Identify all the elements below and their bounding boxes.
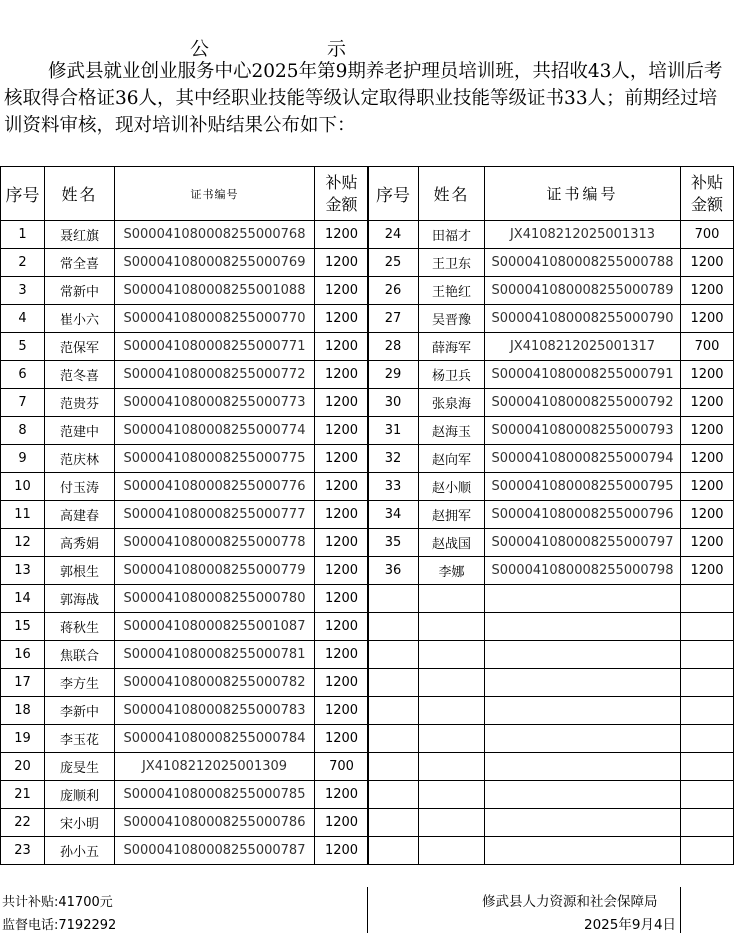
header-name: 姓名 — [419, 167, 485, 221]
cell-name: 庞旻生 — [45, 753, 115, 781]
table-row — [1, 417, 369, 445]
table-row — [1, 809, 369, 837]
notice-header — [0, 0, 734, 166]
cell-amount: 1200 — [315, 613, 369, 641]
cell-cert — [485, 697, 681, 725]
cell-cert: S000041080008255000784 — [115, 725, 315, 753]
cell-amount: 1200 — [315, 669, 369, 697]
table-row — [368, 697, 734, 725]
cell-no — [368, 697, 419, 725]
cell-name: 高秀娟 — [45, 529, 115, 557]
header-name: 姓名 — [45, 167, 115, 221]
notice-title — [190, 34, 346, 61]
cell-no: 9 — [1, 445, 45, 473]
cell-cert: S000041080008255001088 — [115, 277, 315, 305]
cell-amount — [681, 697, 734, 725]
cell-amount: 700 — [315, 753, 369, 781]
cell-name: 郭根生 — [45, 557, 115, 585]
cell-no: 2 — [1, 249, 45, 277]
table-row — [1, 305, 369, 333]
table-row — [368, 417, 734, 445]
cell-no: 10 — [1, 473, 45, 501]
cell-no: 14 — [1, 585, 45, 613]
table-header-row — [1, 167, 369, 221]
cell-amount: 700 — [681, 221, 734, 249]
cell-amount: 1200 — [315, 529, 369, 557]
table-row — [368, 809, 734, 837]
cell-cert: S000041080008255000772 — [115, 361, 315, 389]
cell-cert: S000041080008255000771 — [115, 333, 315, 361]
cell-name: 赵小顺 — [419, 473, 485, 501]
issuer-name: 修武县人力资源和社会保障局 — [482, 894, 658, 910]
cell-amount: 1200 — [315, 725, 369, 753]
cell-amount — [681, 669, 734, 697]
table-row — [368, 277, 734, 305]
table-row — [1, 501, 369, 529]
table-row — [368, 249, 734, 277]
notice-paragraph — [4, 58, 732, 139]
cell-cert — [485, 809, 681, 837]
cell-no: 26 — [368, 277, 419, 305]
table-row — [368, 529, 734, 557]
cell-cert: S000041080008255000774 — [115, 417, 315, 445]
cell-no: 13 — [1, 557, 45, 585]
table-row — [368, 557, 734, 585]
cell-no: 11 — [1, 501, 45, 529]
cell-amount: 1200 — [315, 641, 369, 669]
cell-cert: S000041080008255000782 — [115, 669, 315, 697]
cell-amount — [681, 809, 734, 837]
cell-cert: S000041080008255000795 — [485, 473, 681, 501]
cell-amount: 1200 — [315, 221, 369, 249]
cell-cert: S000041080008255000794 — [485, 445, 681, 473]
cell-no: 5 — [1, 333, 45, 361]
cell-no: 6 — [1, 361, 45, 389]
table-row — [368, 781, 734, 809]
header-amount-line1: 补贴 — [690, 172, 723, 192]
cell-no: 16 — [1, 641, 45, 669]
cell-no: 36 — [368, 557, 419, 585]
cell-amount: 1200 — [315, 501, 369, 529]
cell-amount: 1200 — [315, 557, 369, 585]
table-row — [1, 641, 369, 669]
cell-no — [368, 837, 419, 865]
header-amount — [681, 167, 734, 221]
cell-no — [368, 781, 419, 809]
cell-name: 王卫东 — [419, 249, 485, 277]
title-char-1: 公 — [190, 38, 210, 60]
cell-amount: 1200 — [315, 389, 369, 417]
header-amount-line2: 金额 — [690, 194, 723, 214]
cell-cert: S000041080008255000773 — [115, 389, 315, 417]
cell-name: 蒋秋生 — [45, 613, 115, 641]
cell-name: 范冬喜 — [45, 361, 115, 389]
cell-no — [368, 753, 419, 781]
cell-amount: 1200 — [681, 277, 734, 305]
cell-name: 赵战国 — [419, 529, 485, 557]
cell-name: 范建中 — [45, 417, 115, 445]
cell-amount: 1200 — [315, 473, 369, 501]
cell-no: 23 — [1, 837, 45, 865]
cell-cert: S000041080008255000792 — [485, 389, 681, 417]
cell-amount: 1200 — [315, 837, 369, 865]
cell-name: 赵海玉 — [419, 417, 485, 445]
cell-name: 聂红旗 — [45, 221, 115, 249]
cell-no: 27 — [368, 305, 419, 333]
cell-name: 薛海军 — [419, 333, 485, 361]
table-row — [1, 725, 369, 753]
table-row — [368, 585, 734, 613]
table-row — [1, 249, 369, 277]
header-no: 序号 — [368, 167, 419, 221]
table-header-row — [368, 167, 734, 221]
cell-name: 常全喜 — [45, 249, 115, 277]
cell-name: 王艳红 — [419, 277, 485, 305]
cell-no: 8 — [1, 417, 45, 445]
cell-amount: 1200 — [681, 389, 734, 417]
cell-name: 焦联合 — [45, 641, 115, 669]
cell-no — [368, 641, 419, 669]
cell-no: 31 — [368, 417, 419, 445]
cell-amount: 1200 — [315, 333, 369, 361]
cell-amount: 1200 — [681, 473, 734, 501]
cell-cert — [485, 669, 681, 697]
cell-amount — [681, 781, 734, 809]
cell-name: 吴晋豫 — [419, 305, 485, 333]
cell-amount — [681, 585, 734, 613]
cell-name — [419, 613, 485, 641]
table-row — [368, 305, 734, 333]
cell-no: 30 — [368, 389, 419, 417]
cell-amount: 700 — [681, 333, 734, 361]
cell-name — [419, 641, 485, 669]
cell-name: 高建春 — [45, 501, 115, 529]
table-row — [368, 753, 734, 781]
cell-no: 29 — [368, 361, 419, 389]
table-row — [368, 221, 734, 249]
cell-name: 付玉涛 — [45, 473, 115, 501]
cell-cert: S000041080008255000783 — [115, 697, 315, 725]
cell-no: 33 — [368, 473, 419, 501]
issue-date: 2025年9月4日 — [584, 917, 677, 933]
cell-cert: S000041080008255000788 — [485, 249, 681, 277]
cell-name: 赵向军 — [419, 445, 485, 473]
cell-cert — [485, 837, 681, 865]
cell-name: 田福才 — [419, 221, 485, 249]
header-amount-line1: 补贴 — [325, 172, 358, 192]
cell-name: 李玉花 — [45, 725, 115, 753]
cell-cert: S000041080008255000796 — [485, 501, 681, 529]
cell-cert: S000041080008255000769 — [115, 249, 315, 277]
table-row — [368, 641, 734, 669]
cell-name: 崔小六 — [45, 305, 115, 333]
subsidy-table-left — [0, 166, 369, 865]
notice-paragraph-text: 修武县就业创业服务中心2025年第9期养老护理员培训班，共招收43人，培训后考核取得合格证36人，其中经职业技能等级认定取得职业技能等级证书33人；前期经过培训资料审核，现对培训补贴结果公布如下： — [4, 61, 723, 136]
cell-amount: 1200 — [315, 277, 369, 305]
table-row — [368, 725, 734, 753]
table-row — [1, 277, 369, 305]
cell-no: 1 — [1, 221, 45, 249]
cell-no: 34 — [368, 501, 419, 529]
cell-amount: 1200 — [681, 361, 734, 389]
cell-no: 17 — [1, 669, 45, 697]
table-row — [1, 473, 369, 501]
cell-cert: S000041080008255000793 — [485, 417, 681, 445]
cell-cert — [485, 753, 681, 781]
cell-cert: S000041080008255000780 — [115, 585, 315, 613]
cell-amount: 1200 — [681, 557, 734, 585]
cell-name: 范保军 — [45, 333, 115, 361]
cell-name — [419, 669, 485, 697]
table-row — [1, 557, 369, 585]
cell-no: 22 — [1, 809, 45, 837]
cell-cert: JX4108212025001317 — [485, 333, 681, 361]
table-row — [368, 333, 734, 361]
cell-no: 28 — [368, 333, 419, 361]
cell-cert: S000041080008255000791 — [485, 361, 681, 389]
title-char-2: 示 — [327, 38, 347, 60]
table-row — [1, 753, 369, 781]
cell-amount: 1200 — [315, 249, 369, 277]
cell-no — [368, 613, 419, 641]
header-no: 序号 — [1, 167, 45, 221]
table-row — [1, 781, 369, 809]
cell-name: 宋小明 — [45, 809, 115, 837]
table-row — [368, 389, 734, 417]
cell-no: 12 — [1, 529, 45, 557]
cell-amount: 1200 — [315, 445, 369, 473]
cell-cert: S000041080008255000798 — [485, 557, 681, 585]
cell-name — [419, 837, 485, 865]
cell-cert: S000041080008255000768 — [115, 221, 315, 249]
cell-no: 24 — [368, 221, 419, 249]
cell-amount: 1200 — [315, 417, 369, 445]
cell-cert — [485, 613, 681, 641]
cell-name: 孙小五 — [45, 837, 115, 865]
cell-name: 李娜 — [419, 557, 485, 585]
cell-cert: S000041080008255001087 — [115, 613, 315, 641]
cell-cert: S000041080008255000785 — [115, 781, 315, 809]
table-row — [1, 837, 369, 865]
cell-cert: S000041080008255000781 — [115, 641, 315, 669]
table-row — [368, 669, 734, 697]
cell-name: 李新中 — [45, 697, 115, 725]
table-row — [1, 333, 369, 361]
header-cert: 证书编号 — [115, 167, 315, 221]
cell-name: 赵拥军 — [419, 501, 485, 529]
cell-name — [419, 781, 485, 809]
table-row — [368, 837, 734, 865]
cell-no — [368, 725, 419, 753]
cell-amount: 1200 — [681, 445, 734, 473]
cell-amount: 1200 — [681, 529, 734, 557]
cell-cert: S000041080008255000787 — [115, 837, 315, 865]
cell-cert: S000041080008255000790 — [485, 305, 681, 333]
cell-cert: S000041080008255000770 — [115, 305, 315, 333]
cell-amount: 1200 — [315, 361, 369, 389]
cell-no: 7 — [1, 389, 45, 417]
cell-name: 李方生 — [45, 669, 115, 697]
cell-no: 32 — [368, 445, 419, 473]
cell-cert — [485, 585, 681, 613]
cell-cert — [485, 641, 681, 669]
total-subsidy: 共计补贴:41700元 — [2, 895, 113, 910]
cell-cert: JX4108212025001313 — [485, 221, 681, 249]
supervision-phone: 监督电话:7192292 — [2, 918, 117, 933]
cell-no: 21 — [1, 781, 45, 809]
cell-cert: S000041080008255000777 — [115, 501, 315, 529]
cell-no: 20 — [1, 753, 45, 781]
cell-no — [368, 669, 419, 697]
cell-amount — [681, 613, 734, 641]
footer-divider — [367, 887, 368, 933]
cell-amount — [681, 641, 734, 669]
cell-no: 3 — [1, 277, 45, 305]
cell-amount: 1200 — [315, 697, 369, 725]
cell-amount — [681, 753, 734, 781]
cell-amount: 1200 — [681, 249, 734, 277]
cell-cert: S000041080008255000779 — [115, 557, 315, 585]
cell-no: 4 — [1, 305, 45, 333]
cell-amount: 1200 — [681, 417, 734, 445]
cell-amount — [681, 837, 734, 865]
header-amount — [315, 167, 369, 221]
cell-amount: 1200 — [315, 809, 369, 837]
cell-no — [368, 809, 419, 837]
table-row — [1, 221, 369, 249]
header-amount-line2: 金额 — [325, 194, 358, 214]
cell-no: 18 — [1, 697, 45, 725]
cell-no: 25 — [368, 249, 419, 277]
cell-name — [419, 697, 485, 725]
cell-name: 范贵芬 — [45, 389, 115, 417]
cell-cert — [485, 725, 681, 753]
cell-name — [419, 753, 485, 781]
cell-name — [419, 809, 485, 837]
cell-amount: 1200 — [681, 305, 734, 333]
cell-cert: S000041080008255000786 — [115, 809, 315, 837]
cell-name: 郭海战 — [45, 585, 115, 613]
cell-amount: 1200 — [315, 305, 369, 333]
cell-no: 19 — [1, 725, 45, 753]
cell-amount — [681, 725, 734, 753]
table-row — [368, 445, 734, 473]
cell-name — [419, 585, 485, 613]
header-cert: 证书编号 — [485, 167, 681, 221]
footer-divider — [680, 887, 681, 933]
cell-amount: 1200 — [315, 781, 369, 809]
subsidy-table-right — [367, 166, 734, 865]
cell-no: 35 — [368, 529, 419, 557]
cell-name: 范庆林 — [45, 445, 115, 473]
cell-cert: S000041080008255000797 — [485, 529, 681, 557]
table-row — [368, 361, 734, 389]
table-row — [368, 473, 734, 501]
cell-name — [419, 725, 485, 753]
cell-amount: 1200 — [315, 585, 369, 613]
cell-amount: 1200 — [681, 501, 734, 529]
table-row — [368, 501, 734, 529]
table-row — [1, 613, 369, 641]
cell-no — [368, 585, 419, 613]
cell-name: 常新中 — [45, 277, 115, 305]
table-row — [1, 445, 369, 473]
table-row — [1, 389, 369, 417]
table-row — [1, 585, 369, 613]
cell-cert — [485, 781, 681, 809]
table-row — [1, 697, 369, 725]
table-row — [1, 669, 369, 697]
cell-cert: S000041080008255000789 — [485, 277, 681, 305]
cell-name: 庞顺利 — [45, 781, 115, 809]
cell-no: 15 — [1, 613, 45, 641]
table-row — [1, 361, 369, 389]
cell-cert: JX4108212025001309 — [115, 753, 315, 781]
cell-name: 张泉海 — [419, 389, 485, 417]
cell-cert: S000041080008255000775 — [115, 445, 315, 473]
cell-name: 杨卫兵 — [419, 361, 485, 389]
table-row — [368, 613, 734, 641]
cell-cert: S000041080008255000776 — [115, 473, 315, 501]
table-row — [1, 529, 369, 557]
cell-cert: S000041080008255000778 — [115, 529, 315, 557]
